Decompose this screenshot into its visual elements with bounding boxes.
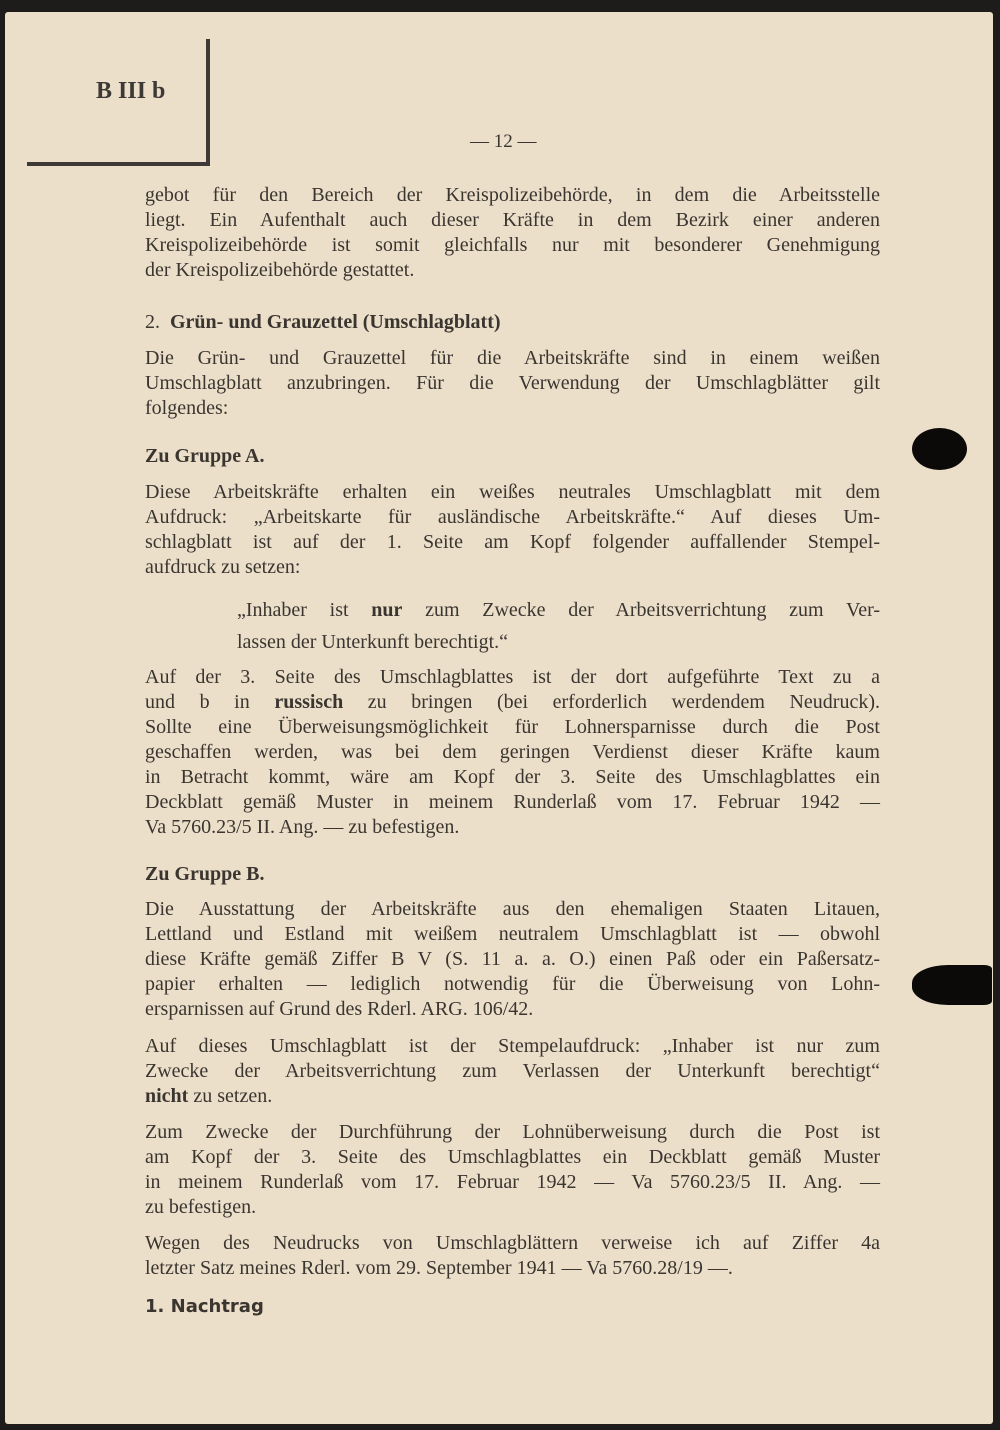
- text-line: aufdruck zu setzen:: [145, 556, 301, 578]
- text-line: der Kreispolizeibehörde gestattet.: [145, 259, 415, 281]
- section-code: B III b: [96, 78, 166, 104]
- text-line: [237, 594, 880, 626]
- text-line: Umschlagblatt anzubringen. Für die Verwendung der Umschlagblätter gilt: [145, 372, 880, 394]
- text-line: lassen der Unterkunft berechtigt.“: [237, 631, 509, 653]
- emphasized-text: russisch: [274, 691, 344, 713]
- text-line: schlagblatt ist auf der 1. Seite am Kopf folgender auffallender Stempel-: [145, 531, 880, 553]
- text-segment: zu bringen (bei erforderlich werdendem Neudruck).: [343, 691, 880, 713]
- paragraph: [145, 897, 880, 1022]
- page-number: — 12 —: [470, 131, 537, 152]
- text-line: Kreispolizeibehörde ist somit gleichfalls nur mit besonderer Genehmigung: [145, 234, 880, 256]
- text-line: Sollte eine Überweisungsmöglichkeit für Lohnersparnisse durch die Post: [145, 716, 880, 738]
- paragraph: [145, 665, 880, 840]
- paragraph: [145, 480, 880, 580]
- text-line: in meinem Runderlaß vom 17. Februar 1942 — Va 5760.23/5 II. Ang. —: [145, 1171, 880, 1193]
- text-line: Die Ausstattung der Arbeitskräfte aus den ehemaligen Staaten Litauen,: [145, 898, 880, 920]
- section-heading: [145, 311, 501, 334]
- text-line: Zwecke der Arbeitsverrichtung zum Verlassen der Unterkunft berechtigt“: [145, 1060, 880, 1082]
- text-line: folgendes:: [145, 397, 229, 419]
- text-line: diese Kräfte gemäß Ziffer B V (S. 11 a. a. O.) einen Paß oder ein Paßersatz-: [145, 948, 880, 970]
- emphasized-text: nicht: [145, 1085, 189, 1107]
- group-b-heading: Zu Gruppe B.: [145, 863, 265, 885]
- text-line: [145, 690, 880, 715]
- text-line: ersparnissen auf Grund des Rderl. ARG. 106/42.: [145, 998, 534, 1020]
- text-line: Diese Arbeitskräfte erhalten ein weißes neutrales Umschlagblatt mit dem: [145, 481, 880, 503]
- text-line: zu befestigen.: [145, 1196, 257, 1218]
- text-line: letzter Satz meines Rderl. vom 29. September 1941 — Va 5760.28/19 —.: [145, 1257, 733, 1279]
- text-line: am Kopf der 3. Seite des Umschlagblattes ein Deckblatt gemäß Muster: [145, 1146, 880, 1168]
- paragraph: [145, 1231, 880, 1281]
- text-line: papier erhalten — lediglich notwendig für die Überweisung von Lohn-: [145, 973, 880, 995]
- corner-rule-horizontal: [27, 162, 210, 166]
- text-line: geschaffen werden, was bei dem geringen Verdienst dieser Kräfte kaum: [145, 741, 880, 763]
- stamp-quote: [237, 594, 880, 658]
- emphasized-text: nur: [371, 599, 403, 621]
- corner-rule-vertical: [206, 39, 210, 165]
- paragraph: [145, 1034, 880, 1109]
- text-segment: und b in: [145, 691, 275, 713]
- text-segment: zu setzen.: [188, 1085, 273, 1107]
- text-line: liegt. Ein Aufenthalt auch dieser Kräfte in dem Bezirk einer anderen: [145, 209, 880, 231]
- text-line: Auf dieses Umschlagblatt ist der Stempelaufdruck: „Inhaber ist nur zum: [145, 1035, 880, 1057]
- text-line: [145, 1084, 880, 1109]
- section-number: 2.: [145, 311, 160, 333]
- text-line: Zum Zwecke der Durchführung der Lohnüberweisung durch die Post ist: [145, 1121, 880, 1143]
- text-segment: „Inhaber ist: [237, 599, 372, 621]
- text-line: in Betracht kommt, wäre am Kopf der 3. Seite des Umschlagblattes ein: [145, 766, 880, 788]
- paragraph: [145, 183, 880, 283]
- group-a-heading: Zu Gruppe A.: [145, 445, 265, 467]
- text-line: Wegen des Neudrucks von Umschlagblättern verweise ich auf Ziffer 4a: [145, 1232, 880, 1254]
- text-line: Lettland und Estland mit weißem neutralem Umschlagblatt ist — obwohl: [145, 923, 880, 945]
- paragraph: [145, 346, 880, 421]
- text-segment: zum Zwecke der Arbeitsverrichtung zum Ver-: [402, 599, 880, 621]
- text-line: Auf der 3. Seite des Umschlagblattes ist der dort aufgeführte Text zu a: [145, 666, 880, 688]
- paragraph: [145, 1120, 880, 1220]
- text-line: Va 5760.23/5 II. Ang. — zu befestigen.: [145, 816, 460, 838]
- punch-hole-mark: [912, 428, 967, 470]
- text-line: Deckblatt gemäß Muster in meinem Runderlaß vom 17. Februar 1942 —: [145, 791, 880, 813]
- punch-hole-mark: [912, 965, 992, 1005]
- supplement-label: 1. Nachtrag: [145, 1296, 264, 1317]
- section-title: Grün- und Grauzettel (Umschlagblatt): [170, 311, 501, 333]
- text-line: Aufdruck: „Arbeitskarte für ausländische Arbeitskräfte.“ Auf dieses Um-: [145, 506, 880, 528]
- text-line: Die Grün- und Grauzettel für die Arbeitskräfte sind in einem weißen: [145, 347, 880, 369]
- text-line: gebot für den Bereich der Kreispolizeibehörde, in dem die Arbeitsstelle: [145, 184, 880, 206]
